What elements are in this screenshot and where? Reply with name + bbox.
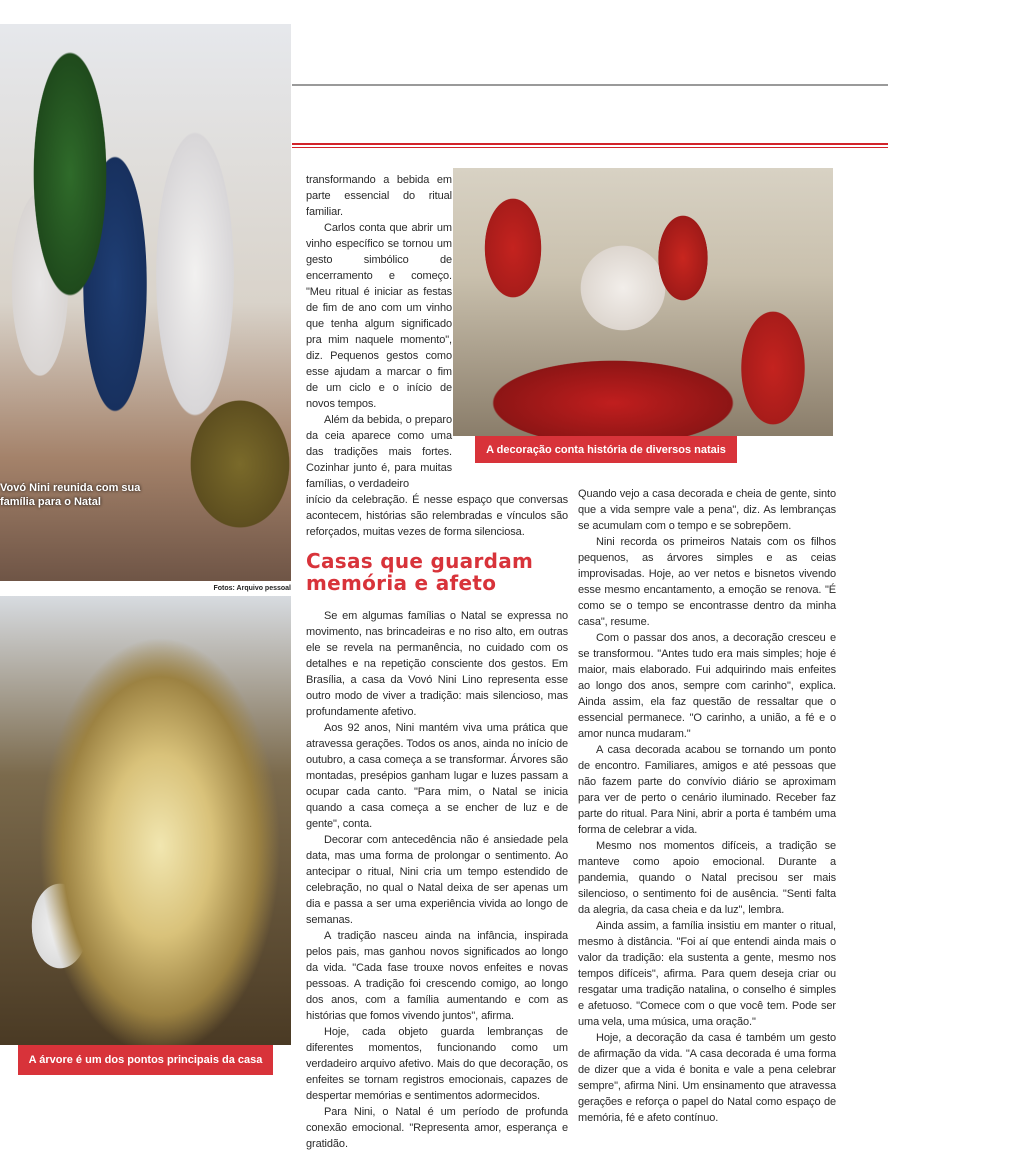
header-rule-red-thin [292,147,888,148]
paragraph: A casa decorada acabou se tornando um ponto de encontro. Familiares, amigos e até pessoas que não fazem parte do convívio diário se aproximam para ver de perto o cenário iluminado. Receber faz parte do ritual. Para Nini, abrir a porta é também uma forma de celebrar a vida. [578,744,836,836]
paragraph: Aos 92 anos, Nini mantém viva uma prática que atravessa gerações. Todos os anos, ainda no início de outubro, a casa começa a se transformar. Árvores são montadas, presépios ganham lugar e luzes passam a ocupar cada canto. "Para mim, o Natal se inicia quando a casa começa a se encher de luz e de gente", conta. [306,722,568,830]
paragraph: Carlos conta que abrir um vinho específico se tornou um gesto simbólico de encerramento e começo. "Meu ritual é iniciar as festas de fim de ano com um vinho que tenha algum significado pra mim naquele momento", diz. Pequenos gestos como esse ajudam a marcar o fim de um ciclo e o início de novos tempos. [306,222,452,410]
paragraph: Se em algumas famílias o Natal se expressa no movimento, nas brincadeiras e no riso alto, em outras ele se revela na permanência, no cuidado com os detalhes e na repetição consciente dos gestos. Em Brasília, a casa da Vovó Nini Lino representa esse outro modo de viver a tradição: mais silencioso, mas profundamente afetivo. [306,610,568,718]
paragraph: Ainda assim, a família insistiu em manter o ritual, mesmo à distância. "Foi aí que entendi ainda mais o valor da tradição: ela sustenta a gente, mesmo nos tempos difíceis", afirma. Para quem deseja criar ou resgatar uma tradição natalina, o conselho é simples e afetuoso. "Comece com o que você tem. Pode ser uma vela, uma música, uma oração." [578,920,836,1028]
paragraph: transformando a bebida em parte essencial do ritual familiar. [306,174,452,218]
family-photo [0,24,291,581]
tree-photo-caption: A árvore é um dos pontos principais da casa [18,1045,273,1075]
header-rule-gray [292,84,888,86]
santas-photo-caption: A decoração conta história de diversos natais [475,436,737,463]
paragraph: Para Nini, o Natal é um período de profunda conexão emocional. "Representa amor, esperança e gratidão. [306,1106,568,1150]
header-rule-red [292,143,888,145]
article-column-3 [578,486,836,1126]
paragraph: A tradição nasceu ainda na infância, inspirada pelos pais, mas ganhou novos significados ao longo da vida. "Cada fase trouxe novos enfeites e novas pessoas. A tradição foi crescendo comigo, ao longo dos anos, com a família aumentando e com as histórias que fomos vivendo juntos", afirma. [306,930,568,1022]
section-subheading: Casas que guardam memória e afeto [306,549,534,595]
paragraph: Mesmo nos momentos difíceis, a tradição se manteve como apoio emocional. Durante a pandemia, quando o Natal precisou ser mais silencioso, o sentimento foi de ausência. "Senti falta da alegria, da casa cheia e da luz", lembra. [578,840,836,916]
article-column-2 [306,608,568,1152]
article-column-1 [306,172,452,492]
paragraph: Hoje, a decoração da casa é também um gesto de afirmação da vida. "A casa decorada é uma forma de dizer que a vida é bonita e vale a pena celebrar sempre", afirma Nini. Um ensinamento que atravessa gerações e reforça o papel do Natal como espaço de memória, fé e afeto contínuo. [578,1032,836,1124]
paragraph: Com o passar dos anos, a decoração cresceu e se transformou. "Antes tudo era mais simples; hoje é maior, mais elaborado. Fui adquirindo mais enfeites ao longo dos anos, sempre com carinho", explica. Ainda assim, ela faz questão de ressaltar que o essencial permanece. "O carinho, a união, a fé e o amor nunca mudaram." [578,632,836,740]
paragraph: início da celebração. É nesse espaço que conversas acontecem, histórias são relembradas e vínculos são reforçados, muitas vezes de forma silenciosa. [306,494,568,538]
christmas-tree-photo [0,596,291,1045]
family-photo-caption: Vovó Nini reunida com sua família para o Natal [0,482,141,508]
paragraph: Quando vejo a casa decorada e cheia de gente, sinto que a vida sempre vale a pena", diz. As lembranças se acumulam com o tempo e se sobrepõem. [578,488,836,532]
paragraph: Além da bebida, o preparo da ceia aparece como uma das tradições mais fortes. Cozinhar junto é, para muitas famílias, o verdadeiro [306,414,452,490]
photo-credit: Fotos: Arquivo pessoal [213,585,291,592]
article-flow-left [306,172,568,1152]
article-column-1-continued [306,492,568,540]
paragraph: Decorar com antecedência não é ansiedade pela data, mas uma forma de prolongar o sentimento. Ao antecipar o ritual, Nini cria um tempo estendido de celebração, no qual o Natal deixa de ser apenas um dia e passa a ser uma experiência vivida ao longo de semanas. [306,834,568,926]
paragraph: Hoje, cada objeto guarda lembranças de diferentes momentos, funcionando como um verdadeiro arquivo afetivo. Mais do que decoração, os enfeites se tornam registros emocionais, capazes de despertar memórias e sentimentos adormecidos. [306,1026,568,1102]
paragraph: Nini recorda os primeiros Natais com os filhos pequenos, as árvores simples e as ceias improvisadas. Hoje, ao ver netos e bisnetos vivendo esse mesmo encantamento, a emoção se renova. "É como se o tempo se encontrasse dentro da minha casa", resume. [578,536,836,628]
